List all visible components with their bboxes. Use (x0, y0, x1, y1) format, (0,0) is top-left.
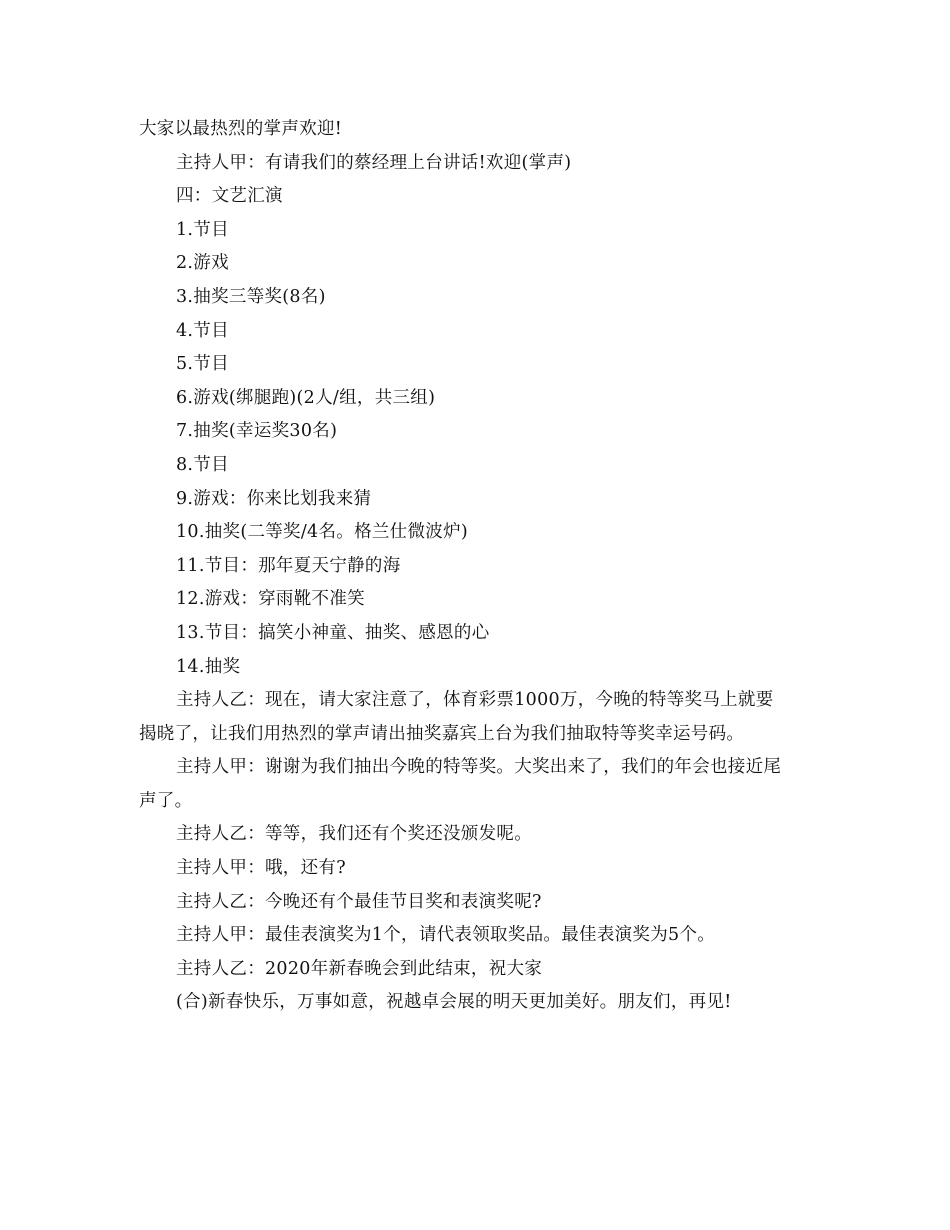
paragraph-line: 主持人甲：谢谢为我们抽出今晚的特等奖。大奖出来了，我们的年会也接近尾 (176, 757, 782, 778)
list-item: 11.节目：那年夏天宁静的海 (176, 555, 401, 576)
paragraph-line: 主持人乙：等等，我们还有个奖还没颁发呢。 (176, 824, 532, 845)
list-item: 9.游戏：你来比划我来猜 (176, 488, 372, 509)
list-item: 1.节目 (176, 219, 229, 240)
paragraph-line: 揭晓了，让我们用热烈的掌声请出抽奖嘉宾上台为我们抽取特等奖幸运号码。 (139, 723, 745, 744)
list-item: 13.节目：搞笑小神童、抽奖、感恩的心 (176, 622, 490, 643)
list-item: 4.节目 (176, 320, 229, 341)
list-item: 6.游戏(绑腿跑)(2人/组，共三组) (176, 387, 436, 408)
paragraph-line: 主持人甲：有请我们的蔡经理上台讲话!欢迎(掌声) (176, 152, 572, 173)
paragraph-line: 大家以最热烈的掌声欢迎! (139, 119, 343, 139)
list-item: 12.游戏：穿雨靴不准笑 (176, 589, 365, 610)
paragraph-line: 主持人甲：哦，还有? (176, 858, 346, 879)
paragraph-line: 声了。 (139, 790, 193, 811)
paragraph-line: (合)新春快乐，万事如意，祝越卓会展的明天更加美好。朋友们，再见! (176, 992, 732, 1013)
list-item: 14.抽奖 (176, 656, 241, 677)
list-item: 2.游戏 (176, 253, 229, 274)
list-item: 10.抽奖(二等奖/4名。格兰仕微波炉) (176, 522, 469, 543)
paragraph-line: 主持人乙：现在，请大家注意了，体育彩票1000万，今晚的特等奖马上就要 (176, 690, 774, 711)
paragraph-line: 主持人乙：2020年新春晚会到此结束，祝大家 (176, 958, 543, 979)
list-item: 3.抽奖三等奖(8名) (176, 286, 326, 307)
list-item: 8.节目 (176, 454, 229, 475)
paragraph-line: 主持人乙：今晚还有个最佳节目奖和表演奖呢? (176, 891, 542, 912)
list-item: 5.节目 (176, 354, 229, 375)
paragraph-line: 主持人甲：最佳表演奖为1个，请代表领取奖品。最佳表演奖为5个。 (176, 925, 716, 946)
list-item: 7.抽奖(幸运奖30名) (176, 421, 338, 442)
section-heading: 四：文艺汇演 (176, 186, 283, 207)
document-body (139, 113, 819, 1020)
